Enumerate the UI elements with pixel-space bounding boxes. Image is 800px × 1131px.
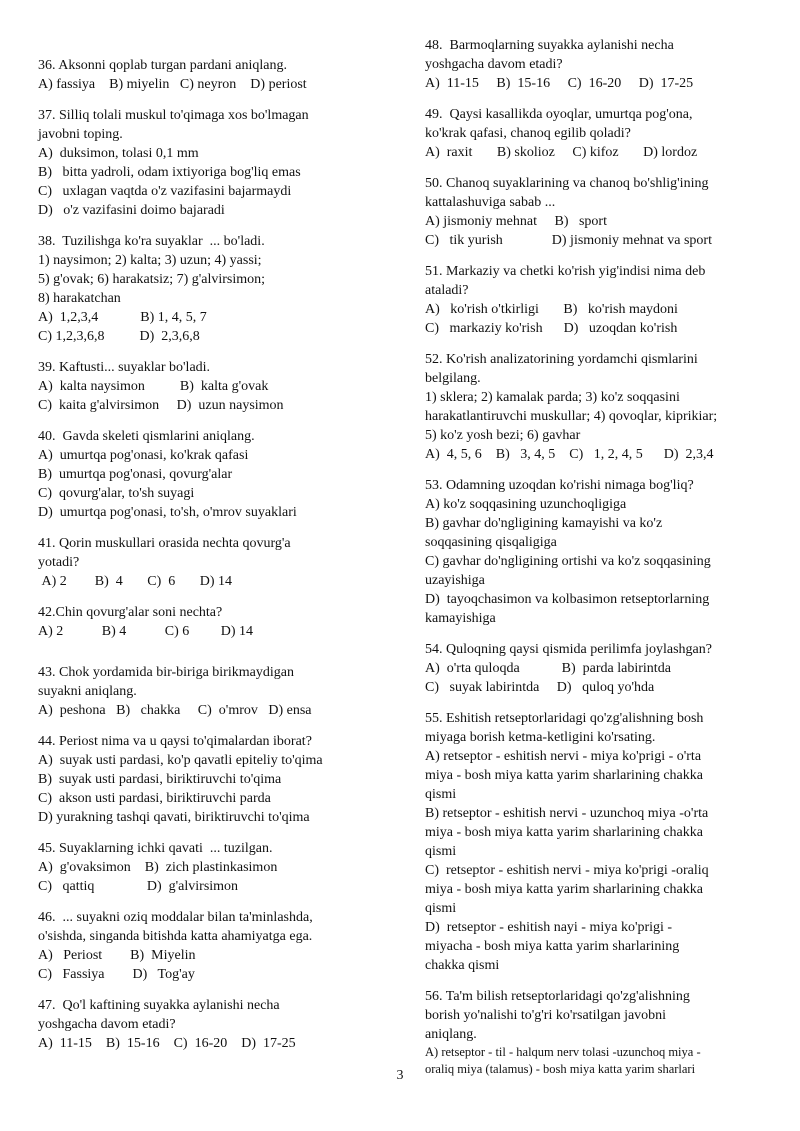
question-text: 53. Odamning uzoqdan ko'rishi nimaga bog'liq? [425,478,694,493]
question-line: A) umurtqa pog'onasi, ko'krak qafasi [38,448,249,463]
question-line: A) ko'rish o'tkirligi B) ko'rish maydoni [425,302,678,317]
question-block [38,106,383,220]
question-line: chakka qismi [425,958,500,973]
question-text: 51. Markaziy va chetki ko'rish yig'indisi nima deb [425,264,706,279]
question-line: C) qattiq D) g'alvirsimon [38,879,239,894]
right-column [425,36,770,1090]
question-line: qismi [425,901,457,916]
question-line: soqqasining qisqaligiga [425,535,557,550]
question-line: D) yurakning tashqi qavati, biriktiruvchi to'qima [38,810,310,825]
question-block [38,56,383,94]
question-line: C) suyak labirintda D) quloq yo'hda [425,680,655,695]
question-block [38,732,383,827]
question-line: B) suyak usti pardasi, biriktiruvchi to'qima [38,772,282,787]
question-text: 50. Chanoq suyaklarining va chanoq bo'shlig'ining [425,176,709,191]
question-line: aniqlang. [425,1027,477,1042]
question-line: A) 11-15 B) 15-16 C) 16-20 D) 17-25 [38,1036,296,1051]
question-line: A) 2 B) 4 C) 6 D) 14 [38,574,233,589]
question-text: 43. Chok yordamida bir-biriga birikmaydigan [38,665,294,680]
question-line: A) g'ovaksimon B) zich plastinkasimon [38,860,278,875]
question-line: A) jismoniy mehnat B) sport [425,214,607,229]
question-line: D) retseptor - eshitish nayi - miya ko'prigi - [425,920,673,935]
question-block [38,603,383,641]
question-block [425,262,770,338]
question-line: A) suyak usti pardasi, ko'p qavatli epiteliy to'qima [38,753,323,768]
question-text: 40. Gavda skeleti qismlarini aniqlang. [38,429,255,444]
question-line: 5) g'ovak; 6) harakatsiz; 7) g'alvirsimon; [38,272,266,287]
question-line: A) kalta naysimon B) kalta g'ovak [38,379,269,394]
question-line: harakatlantiruvchi muskullar; 4) qovoqlar, kiprikiar; [425,409,718,424]
question-line: D) o'z vazifasini doimo bajaradi [38,203,225,218]
question-line: A) 2 B) 4 C) 6 D) 14 [38,624,254,639]
question-line: C) uxlagan vaqtda o'z vazifasini bajarmaydi [38,184,292,199]
question-line: B) retseptor - eshitish nervi - uzunchoq miya -o'rta [425,806,709,821]
question-line: A) duksimon, tolasi 0,1 mm [38,146,199,161]
question-text: 37. Silliq tolali muskul to'qimaga xos bo'lmagan [38,108,309,123]
question-line: miya - bosh miya katta yarim sharlarining chakka [425,768,703,783]
question-text: 45. Suyaklarning ichki qavati ... tuzilgan. [38,841,273,856]
question-text: 39. Kaftusti... suyaklar bo'ladi. [38,360,211,375]
question-block [38,534,383,591]
question-line: ataladi? [425,283,469,298]
question-block [425,476,770,628]
question-text: 42.Chin qovurg'alar soni nechta? [38,605,223,620]
question-line: 5) ko'z yosh bezi; 6) gavhar [425,428,581,443]
question-text: 38. Tuzilishga ko'ra suyaklar ... bo'ladi. [38,234,265,249]
question-block [425,174,770,250]
question-text: 46. ... suyakni oziq moddalar bilan ta'minlashda, [38,910,313,925]
question-line: D) umurtqa pog'onasi, to'sh, o'mrov suyaklari [38,505,297,520]
question-text: 52. Ko'rish analizatorining yordamchi qismlarini [425,352,698,367]
question-line: C) kaita g'alvirsimon D) uzun naysimon [38,398,284,413]
left-column [38,56,383,1065]
question-line: javobni toping. [38,127,123,142]
answer-option-line: A) retseptor - til - halqum nerv tolasi -uzunchoq miya - [425,1045,701,1059]
question-line: A) peshona B) chakka C) o'mrov D) ensa [38,703,312,718]
question-line: A) Periost B) Miyelin [38,948,196,963]
question-line: o'sishda, singanda bitishda katta ahamiyatga ega. [38,929,313,944]
question-line: miya - bosh miya katta yarim sharlarining chakka [425,825,703,840]
question-line: A) 1,2,3,4 B) 1, 4, 5, 7 [38,310,207,325]
question-text: 54. Quloqning qaysi qismida perilimfa joylashgan? [425,642,712,657]
question-line: 8) harakatchan [38,291,121,306]
question-line: uzayishiga [425,573,485,588]
question-line: C) Fassiya D) Tog'ay [38,967,195,982]
question-line: B) gavhar do'ngligining kamayishi va ko'z [425,516,663,531]
question-line: yoshgacha davom etadi? [425,57,563,72]
question-line: ko'krak qafasi, chanoq egilib qoladi? [425,126,631,141]
question-line: A) 11-15 B) 15-16 C) 16-20 D) 17-25 [425,76,694,91]
question-line: C) 1,2,3,6,8 D) 2,3,6,8 [38,329,200,344]
question-line: C) markaziy ko'rish D) uzoqdan ko'rish [425,321,678,336]
question-text: 41. Qorin muskullari orasida nechta qovurg'a [38,536,291,551]
question-line: A) 4, 5, 6 B) 3, 4, 5 C) 1, 2, 4, 5 D) 2,3,4 [425,447,714,462]
question-line: A) retseptor - eshitish nervi - miya ko'prigi - o'rta [425,749,702,764]
question-line: qismi [425,844,457,859]
question-block [38,996,383,1053]
question-text: 56. Ta'm bilish retseptorlaridagi qo'zg'alishning [425,989,690,1004]
question-line: miyacha - bosh miya katta yarim sharlarining [425,939,680,954]
question-text: 49. Qaysi kasallikda oyoqlar, umurtqa pog'ona, [425,107,693,122]
page-number: 3 [396,1068,404,1083]
question-line: C) tik yurish D) jismoniy mehnat va sport [425,233,712,248]
question-block [38,358,383,415]
question-line: A) ko'z soqqasining uzunchoqligiga [425,497,627,512]
question-block [425,36,770,93]
question-text: 47. Qo'l kaftining suyakka aylanishi necha [38,998,280,1013]
question-line: C) retseptor - eshitish nervi - miya ko'prigi -oraliq [425,863,709,878]
question-line: miya - bosh miya katta yarim sharlarining chakka [425,882,703,897]
question-line: borish yo'nalishi to'g'ri ko'rsatilgan javobni [425,1008,667,1023]
question-line: yoshgacha davom etadi? [38,1017,176,1032]
question-line: C) gavhar do'ngligining ortishi va ko'z soqqasining [425,554,711,569]
question-block [38,232,383,346]
question-line: B) umurtqa pog'onasi, qovurg'alar [38,467,233,482]
question-block [425,350,770,464]
question-line: kattalashuviga sabab ... [425,195,556,210]
question-line: kamayishiga [425,611,496,626]
question-line: yotadi? [38,555,80,570]
question-block [38,839,383,896]
question-block [38,663,383,720]
question-block [38,908,383,984]
question-text: 44. Periost nima va u qaysi to'qimalardan iborat? [38,734,312,749]
answer-option-line: oraliq miya (talamus) - bosh miya katta yarim sharlari [425,1062,696,1076]
question-block [425,640,770,697]
question-block [425,987,770,1078]
question-line: D) tayoqchasimon va kolbasimon retseptorlarning [425,592,710,607]
question-block [425,709,770,975]
question-line: A) fassiya B) miyelin C) neyron D) periost [38,77,307,92]
question-line: belgilang. [425,371,481,386]
question-block [425,105,770,162]
question-line: suyakni aniqlang. [38,684,137,699]
question-text: 48. Barmoqlarning suyakka aylanishi necha [425,38,674,53]
question-block [38,427,383,522]
question-text: 36. Aksonni qoplab turgan pardani aniqlang. [38,58,287,73]
question-line: miyaga borish ketma-ketligini ko'rsating. [425,730,656,745]
question-line: qismi [425,787,457,802]
question-line: C) qovurg'alar, to'sh suyagi [38,486,195,501]
question-line: A) o'rta quloqda B) parda labirintda [425,661,671,676]
question-text: 55. Eshitish retseptorlaridagi qo'zg'alishning bosh [425,711,704,726]
question-line: A) raxit B) skolioz C) kifoz D) lordoz [425,145,698,160]
question-line: 1) sklera; 2) kamalak parda; 3) ko'z soqqasini [425,390,680,405]
question-line: B) bitta yadroli, odam ixtiyoriga bog'liq emas [38,165,301,180]
question-line: 1) naysimon; 2) kalta; 3) uzun; 4) yassi; [38,253,262,268]
question-line: C) akson usti pardasi, biriktiruvchi parda [38,791,271,806]
